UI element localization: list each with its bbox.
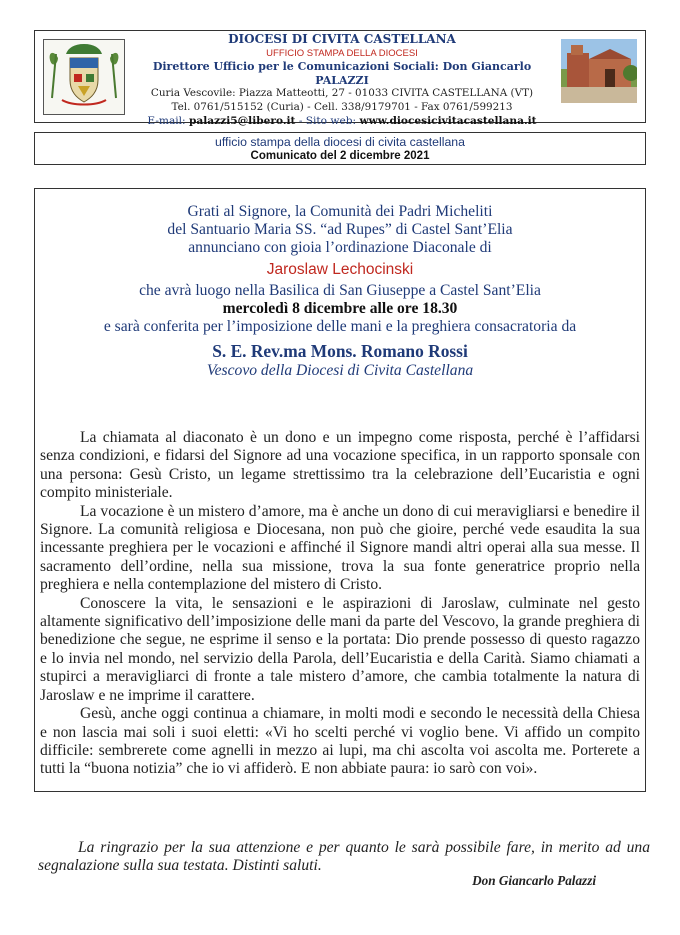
- announcement-line: Grati al Signore, la Comunità dei Padri Micheliti: [187, 203, 493, 220]
- office-name: ufficio stampa della diocesi di civita castellana: [215, 135, 465, 149]
- bishop-title: Vescovo della Diocesi di Civita Castellana: [206, 362, 474, 379]
- director-line: Direttore Ufficio per le Comunicazioni Sociali: Don Giancarlo PALAZZI: [152, 60, 532, 87]
- cathedral-photo: [561, 39, 637, 103]
- paragraph: La chiamata al diaconato è un dono e un impegno come risposta, perché è l’affidarsi senza condizioni, e fidarsi del Signore ad una vocazione specifica, in un rapporto sponsale con una persona: Gesù Cristo, un legame strettissimo tra la celebrazione dell’Eucaristia e ogni compito ministeriale.: [40, 429, 640, 502]
- announcement-line: del Santuario Maria SS. “ad Rupes” di Castel Sant’Elia: [167, 221, 513, 238]
- press-office-subtitle: UFFICIO STAMPA DELLA DIOCESI: [266, 47, 418, 59]
- announcement-line: annunciano con gioia l’ordinazione Diaconale di: [188, 239, 492, 256]
- address-line: Curia Vescovile: Piazza Matteotti, 27 - 01033 CIVITA CASTELLANA (VT): [150, 87, 534, 100]
- website-link[interactable]: www.diocesicivitacastellana.it: [359, 114, 537, 127]
- diocese-title: DIOCESI DI CIVITA CASTELLANA: [228, 32, 456, 46]
- email-label: E-mail:: [147, 114, 186, 127]
- press-release-body: [34, 188, 646, 792]
- announcement: [35, 203, 645, 380]
- ordination-date: mercoledì 8 dicembre alle ore 18.30: [222, 300, 458, 317]
- body-text: [40, 429, 640, 779]
- closing-remarks: [38, 839, 650, 875]
- announcement-line: e sarà conferita per l’imposizione delle mani e la preghiera consacratoria da: [103, 318, 577, 335]
- site-label: - Sito web:: [298, 114, 357, 127]
- diocese-coat-of-arms-icon: [43, 39, 125, 115]
- email-link[interactable]: palazzi5@libero.it: [189, 114, 296, 127]
- release-header: [34, 132, 646, 165]
- closing-paragraph: La ringrazio per la sua attenzione e per quanto le sarà possibile fare, in merito ad una segnalazione sulla sua testata. Distinti saluti.: [38, 839, 650, 874]
- letterhead: [34, 30, 646, 127]
- phone-line: Tel. 0761/515152 (Curia) - Cell. 338/9179701 - Fax 0761/599213: [171, 100, 513, 113]
- letterhead-text: [131, 33, 553, 128]
- announcement-line: che avrà luogo nella Basilica di San Giuseppe a Castel Sant’Elia: [139, 282, 541, 299]
- paragraph: La vocazione è un mistero d’amore, ma è anche un dono di cui meravigliarsi e benedire il Signore. La comunità religiosa e Diocesana, non può che gioire, perché vede esaudita la sua incessante preghiera per le vocazioni e affinché il Signore mandi altri operai alla sua messe. Il sacramento dell’ordine, nella sua missione, trova la sua fonte generatrice proprio nella preghiera e nella contemplazione del mistero di Cristo.: [40, 502, 640, 594]
- bishop-name: S. E. Rev.ma Mons. Romano Rossi: [212, 341, 468, 361]
- release-date: Comunicato del 2 dicembre 2021: [250, 150, 430, 162]
- signature: Don Giancarlo Palazzi: [472, 873, 596, 888]
- paragraph: Gesù, anche oggi continua a chiamare, in molti modi e secondo le necessità della Chiesa e non lascia mai soli i suoi eletti: «Vi ho scelti perché vi voglio bene. Vi affido un compito difficile: sembrerete come agnelli in mezzo ai lupi, ma chi ascolta voi ascolta me. Porterete a tutti la “buona notizia” che io vi affiderò. E non abbiate paura: io sarò con voi».: [40, 705, 640, 778]
- ordinand-name: Jaroslaw Lechocinski: [266, 261, 414, 278]
- contact-line: [131, 115, 553, 129]
- paragraph: Conoscere la vita, le sensazioni e le aspirazioni di Jaroslaw, culminate nel gesto altamente significativo dell’imposizione delle mani da parte del Vescovo, la grande preghiera di benedizione che segue, ne esprime il senso e la portata: Dio prende possesso di questo ragazzo e lo invia nel mondo, nel servizio della Parola, dell’Eucaristia e della Carità. Siamo chiamati a stupirci a meravigliarci di fronte a tale mistero d’amore, che cambia totalmente la natura di Jaroslaw e ne imprime il carattere.: [40, 594, 640, 704]
